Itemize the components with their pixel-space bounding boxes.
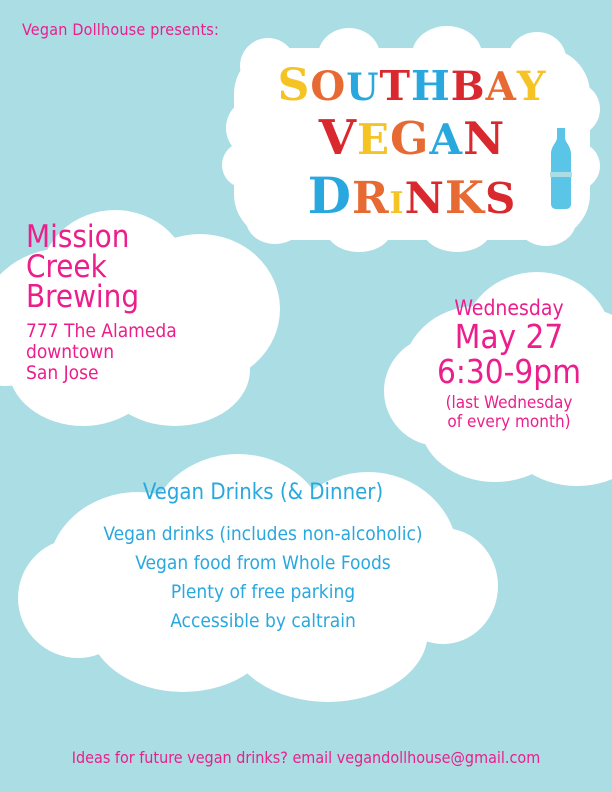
title-letter: I bbox=[389, 186, 405, 221]
venue-address-line-2: downtown bbox=[26, 341, 115, 363]
presents-line: Vegan Dollhouse presents: bbox=[22, 20, 220, 39]
date-note-line-2: of every month) bbox=[447, 412, 571, 432]
title-letter: R bbox=[351, 173, 390, 224]
title-letter: N bbox=[404, 174, 445, 224]
date-day-of-week: Wednesday bbox=[454, 296, 564, 320]
venue-name-line-1: Mission bbox=[26, 219, 130, 255]
title-letter: S bbox=[277, 60, 311, 111]
details-heading: Vegan Drinks (& Dinner) bbox=[142, 480, 384, 505]
bottle-icon bbox=[546, 126, 576, 210]
title-letter: V bbox=[318, 110, 358, 166]
date-date: May 27 bbox=[454, 317, 564, 356]
venue-name-line-3: Brewing bbox=[26, 279, 140, 315]
details-item: Plenty of free parking bbox=[170, 581, 356, 603]
title-line-3 bbox=[226, 166, 598, 225]
title-line-2 bbox=[226, 110, 598, 166]
title-letter: Y bbox=[516, 63, 547, 110]
date-info bbox=[404, 266, 612, 432]
details-info bbox=[48, 452, 478, 636]
date-note-line-1: (last Wednesday bbox=[445, 393, 573, 413]
title-letter: A bbox=[429, 115, 464, 164]
venue-address-line-1: 777 The Alameda bbox=[26, 320, 177, 342]
title-letter: D bbox=[307, 166, 352, 225]
title-letter: S bbox=[485, 174, 517, 223]
details-item: Accessible by caltrain bbox=[170, 610, 356, 632]
footer-contact: Ideas for future vegan drinks? email vegandollhouse@gmail.com bbox=[71, 748, 541, 767]
title-letter: K bbox=[444, 171, 486, 224]
venue-name-line-2: Creek bbox=[26, 249, 107, 285]
date-time: 6:30-9pm bbox=[436, 352, 582, 391]
title-letter: O bbox=[310, 63, 347, 110]
title-line-1 bbox=[226, 60, 598, 111]
details-item: Vegan food from Whole Foods bbox=[135, 552, 391, 574]
title-letter: E bbox=[357, 115, 391, 164]
title-letter: G bbox=[390, 112, 430, 165]
title-letter: T bbox=[379, 62, 412, 110]
title-letter: B bbox=[450, 63, 486, 110]
title-letter: N bbox=[463, 112, 506, 165]
title-letter: H bbox=[411, 62, 451, 110]
details-item: Vegan drinks (includes non-alcoholic) bbox=[103, 523, 423, 545]
title-letter: A bbox=[485, 64, 517, 110]
title-letter: U bbox=[346, 65, 380, 109]
venue-address-line-3: San Jose bbox=[26, 362, 99, 384]
details-cloud bbox=[28, 452, 498, 712]
title-burst bbox=[226, 38, 598, 248]
